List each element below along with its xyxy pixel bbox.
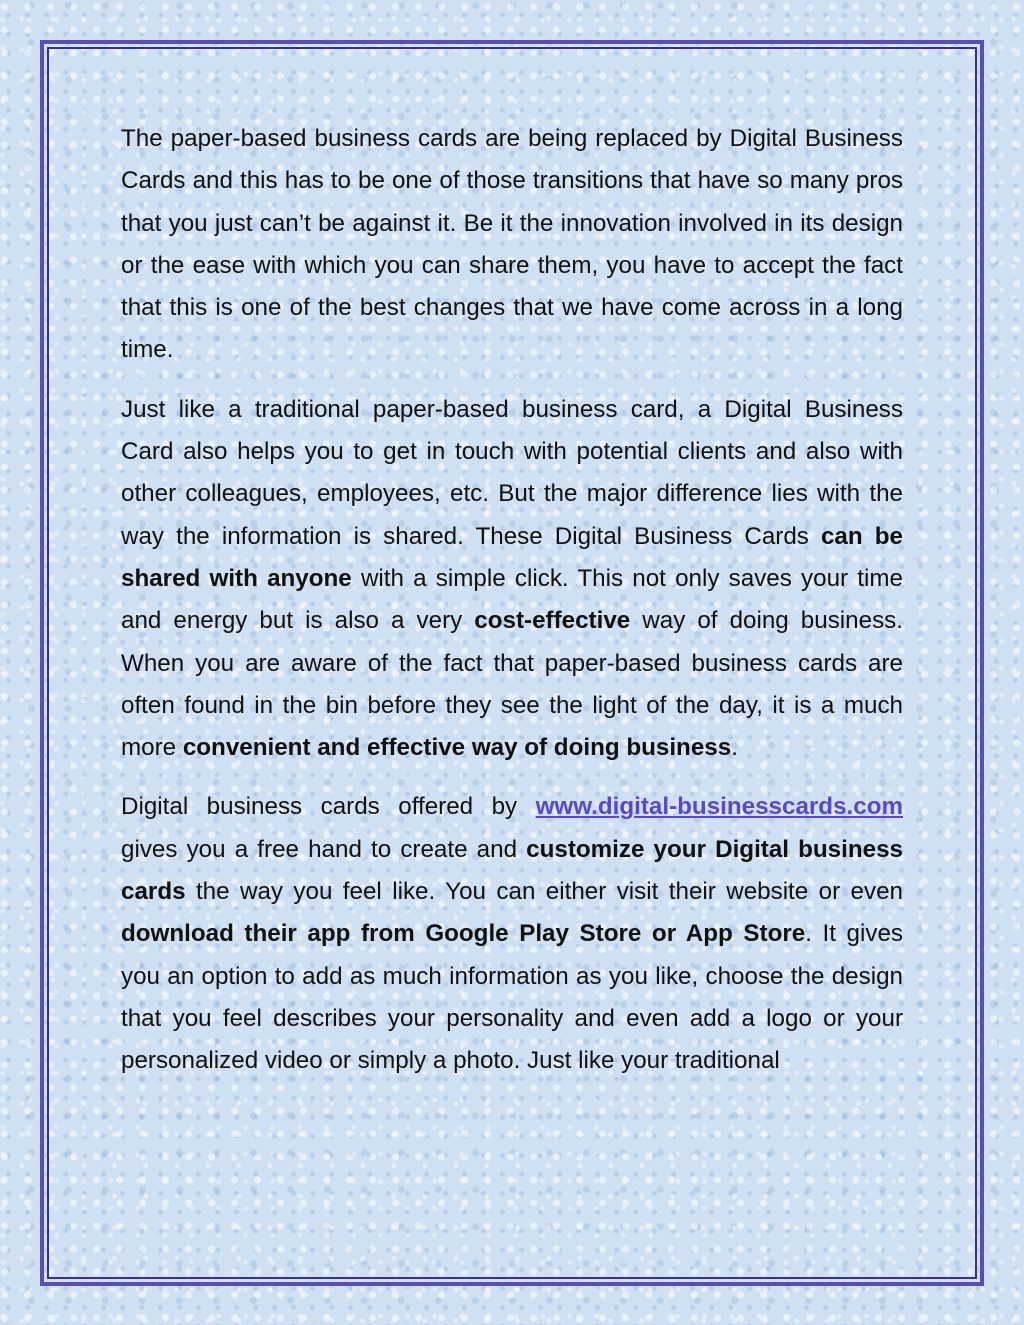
paragraph-1-text: The paper-based business cards are being replaced by Digital Business Cards and this has to be one of those transitions that have so many pros that you just can’t be against it. Be it the innovation involved in its design or the ease with which you can share them, you have to accept the fact that this is one of the best changes that we have come across in a long time. [121, 125, 903, 364]
paragraph-2-text-4: . [731, 734, 738, 762]
document-body [121, 118, 903, 1100]
paragraph-3-bold-2: download their app from Google Play Store or App Store [121, 920, 806, 948]
paragraph-3 [121, 786, 903, 1082]
paragraph-3-text-3: the way you feel like. You can either visit their website or even [185, 878, 903, 906]
paragraph-1 [121, 118, 903, 372]
paragraph-3-text-4: . It gives you an option to add as much information as you like, choose the design that you feel describes your personality and even add a logo or your personalized video or simply a photo. Just like your traditional [121, 920, 903, 1075]
paragraph-2-bold-1: can be shared with anyone [121, 522, 903, 592]
paragraph-2 [121, 389, 903, 770]
paragraph-2-text-3: way of doing business. When you are aware of the fact that paper-based business cards are often found in the bin before they see the light of the day, it is a much more [121, 607, 903, 762]
website-link[interactable]: www.digital-businesscards.com [535, 793, 903, 821]
paragraph-2-bold-3: convenient and effective way of doing business [182, 734, 732, 762]
paragraph-2-text-2: with a simple click. This not only saves your time and energy but is also a very [121, 564, 903, 635]
paragraph-2-bold-2: cost-effective [474, 607, 631, 635]
paragraph-3-text-1: Digital business cards offered by [121, 793, 536, 821]
paragraph-3-text-2: gives you a free hand to create and [121, 835, 527, 863]
paragraph-2-text-1: Just like a traditional paper-based business card, a Digital Business Card also helps you to get in touch with potential clients and also with other colleagues, employees, etc. But the major difference lies with the way the information is shared. These Digital Business Cards [121, 395, 903, 550]
paragraph-3-bold-1: customize your Digital business cards [121, 835, 903, 906]
